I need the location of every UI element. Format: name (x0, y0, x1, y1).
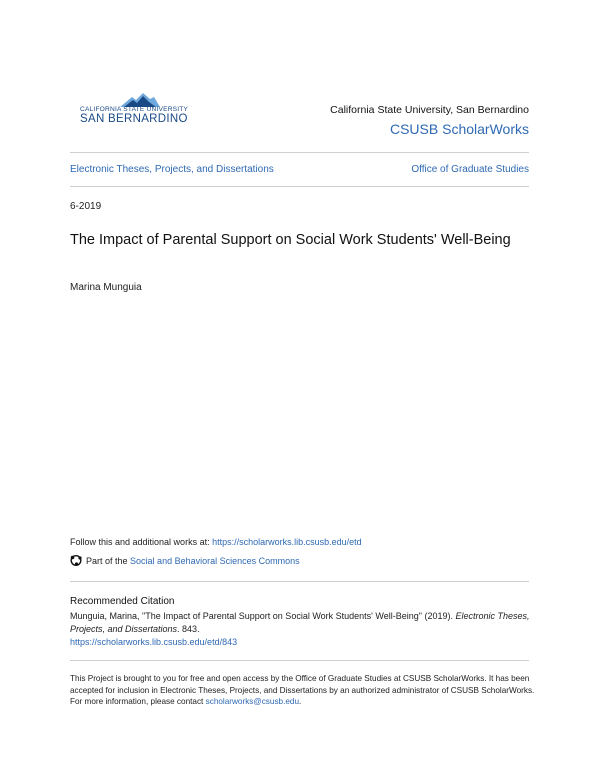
institution-name: California State University, San Bernardino (330, 104, 529, 116)
commons-link[interactable]: Social and Behavioral Sciences Commons (130, 555, 300, 566)
divider (70, 186, 529, 187)
divider (70, 660, 529, 661)
follow-line (70, 537, 362, 547)
document-title: The Impact of Parental Support on Social Work Students' Well-Being (70, 232, 511, 248)
citation-url-link[interactable]: https://scholarworks.lib.csusb.edu/etd/843 (70, 637, 238, 647)
citation-main: Munguia, Marina, "The Impact of Parental Support on Social Work Students' Well-Being" (2019). (70, 611, 456, 621)
notice-end: . (299, 697, 302, 706)
network-icon (70, 555, 83, 566)
logo-text-top: CALIFORNIA STATE UNIVERSITY (80, 106, 189, 113)
university-logo (80, 92, 200, 132)
author-name: Marina Munguia (70, 282, 142, 293)
citation-number: . 843. (177, 624, 200, 634)
citation-text (70, 610, 532, 649)
follow-prefix: Follow this and additional works at: (70, 537, 213, 547)
follow-url-link[interactable]: https://scholarworks.lib.csusb.edu/etd (212, 537, 362, 547)
access-notice (70, 673, 540, 708)
divider (70, 152, 529, 153)
logo-text-bottom: SAN BERNARDINO (80, 113, 188, 125)
part-of-prefix: Part of the (86, 555, 128, 566)
collection-link[interactable]: Electronic Theses, Projects, and Dissertations (70, 164, 274, 175)
citation-series: Electronic Theses, Projects, and Dissertations (70, 611, 530, 634)
citation-heading: Recommended Citation (70, 596, 175, 607)
notice-text: This Project is brought to you for free and open access by the Office of Graduate Studies at CSUSB ScholarWorks. It has been accepted for inclusion in Electronic Theses, Projects, and Dissertations by an authorized administrator of CSUSB ScholarWorks. For more information, please contact (70, 674, 535, 706)
divider (70, 581, 529, 582)
publication-date: 6-2019 (70, 201, 102, 212)
mountain-logo-icon (118, 92, 162, 107)
part-of-line (70, 555, 300, 566)
contact-email-link[interactable]: scholarworks@csusb.edu (205, 697, 300, 706)
repository-link[interactable]: CSUSB ScholarWorks (389, 121, 529, 137)
office-link[interactable]: Office of Graduate Studies (411, 164, 529, 175)
